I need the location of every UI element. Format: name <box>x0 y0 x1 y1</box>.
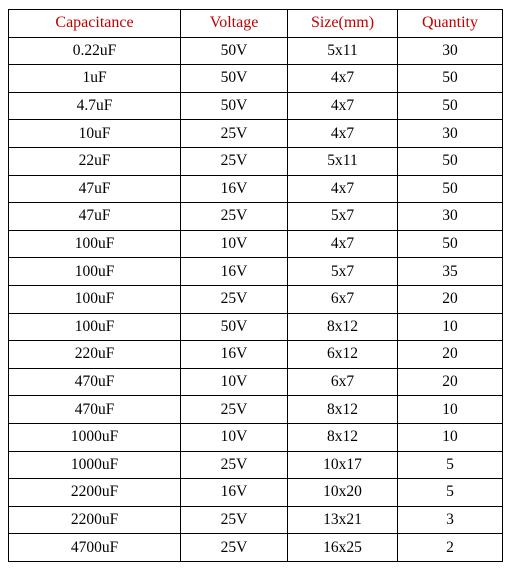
table-row <box>9 285 503 313</box>
capacitance-cell: 100uF <box>9 313 181 341</box>
quantity-cell: 10 <box>398 396 503 424</box>
quantity-cell: 30 <box>398 37 503 65</box>
voltage-cell: 50V <box>181 37 288 65</box>
voltage-cell: 10V <box>181 230 288 258</box>
capacitance-cell: 1uF <box>9 65 181 93</box>
size-cell: 10x17 <box>288 451 398 479</box>
capacitance-cell: 22uF <box>9 147 181 175</box>
capacitance-cell: 1000uF <box>9 423 181 451</box>
size-cell: 4x7 <box>288 92 398 120</box>
quantity-cell: 10 <box>398 423 503 451</box>
table-row <box>9 341 503 369</box>
quantity-cell: 50 <box>398 175 503 203</box>
voltage-cell: 50V <box>181 313 288 341</box>
table-row <box>9 534 503 562</box>
table-row <box>9 92 503 120</box>
table-row <box>9 37 503 65</box>
table-row <box>9 423 503 451</box>
table-body <box>9 37 503 561</box>
quantity-cell: 50 <box>398 230 503 258</box>
voltage-cell: 10V <box>181 423 288 451</box>
size-cell: 5x7 <box>288 203 398 231</box>
size-cell: 6x7 <box>288 368 398 396</box>
size-cell: 4x7 <box>288 120 398 148</box>
capacitance-cell: 4.7uF <box>9 92 181 120</box>
quantity-cell: 50 <box>398 92 503 120</box>
quantity-cell: 30 <box>398 203 503 231</box>
size-cell: 4x7 <box>288 175 398 203</box>
voltage-cell: 16V <box>181 175 288 203</box>
size-cell: 8x12 <box>288 423 398 451</box>
table-row <box>9 65 503 93</box>
voltage-cell: 16V <box>181 258 288 286</box>
capacitance-cell: 2200uF <box>9 479 181 507</box>
size-cell: 8x12 <box>288 313 398 341</box>
capacitor-spec-sheet <box>8 9 502 562</box>
voltage-cell: 25V <box>181 203 288 231</box>
voltage-cell: 25V <box>181 506 288 534</box>
size-cell: 4x7 <box>288 65 398 93</box>
size-cell: 13x21 <box>288 506 398 534</box>
quantity-cell: 50 <box>398 65 503 93</box>
header-voltage: Voltage <box>181 10 288 38</box>
quantity-cell: 3 <box>398 506 503 534</box>
table-row <box>9 313 503 341</box>
table-row <box>9 203 503 231</box>
capacitance-cell: 47uF <box>9 203 181 231</box>
size-cell: 16x25 <box>288 534 398 562</box>
size-cell: 6x12 <box>288 341 398 369</box>
size-cell: 5x11 <box>288 147 398 175</box>
capacitance-cell: 100uF <box>9 258 181 286</box>
header-row <box>9 10 503 38</box>
table-row <box>9 368 503 396</box>
voltage-cell: 25V <box>181 285 288 313</box>
capacitance-cell: 0.22uF <box>9 37 181 65</box>
header-size: Size(mm) <box>288 10 398 38</box>
table-row <box>9 506 503 534</box>
capacitance-cell: 220uF <box>9 341 181 369</box>
quantity-cell: 20 <box>398 341 503 369</box>
voltage-cell: 50V <box>181 65 288 93</box>
voltage-cell: 25V <box>181 147 288 175</box>
quantity-cell: 5 <box>398 451 503 479</box>
table-row <box>9 120 503 148</box>
quantity-cell: 10 <box>398 313 503 341</box>
table-row <box>9 147 503 175</box>
capacitance-cell: 1000uF <box>9 451 181 479</box>
header-quantity: Quantity <box>398 10 503 38</box>
capacitor-table <box>8 9 503 562</box>
quantity-cell: 30 <box>398 120 503 148</box>
size-cell: 6x7 <box>288 285 398 313</box>
voltage-cell: 25V <box>181 120 288 148</box>
quantity-cell: 5 <box>398 479 503 507</box>
size-cell: 8x12 <box>288 396 398 424</box>
table-row <box>9 258 503 286</box>
size-cell: 4x7 <box>288 230 398 258</box>
capacitance-cell: 100uF <box>9 230 181 258</box>
capacitance-cell: 47uF <box>9 175 181 203</box>
quantity-cell: 2 <box>398 534 503 562</box>
voltage-cell: 10V <box>181 368 288 396</box>
quantity-cell: 50 <box>398 147 503 175</box>
capacitance-cell: 10uF <box>9 120 181 148</box>
quantity-cell: 20 <box>398 368 503 396</box>
voltage-cell: 25V <box>181 396 288 424</box>
table-row <box>9 479 503 507</box>
capacitance-cell: 470uF <box>9 396 181 424</box>
table-row <box>9 230 503 258</box>
table-row <box>9 451 503 479</box>
voltage-cell: 25V <box>181 451 288 479</box>
size-cell: 5x11 <box>288 37 398 65</box>
size-cell: 5x7 <box>288 258 398 286</box>
quantity-cell: 35 <box>398 258 503 286</box>
capacitance-cell: 100uF <box>9 285 181 313</box>
voltage-cell: 16V <box>181 341 288 369</box>
voltage-cell: 16V <box>181 479 288 507</box>
capacitance-cell: 4700uF <box>9 534 181 562</box>
capacitance-cell: 470uF <box>9 368 181 396</box>
voltage-cell: 50V <box>181 92 288 120</box>
header-capacitance: Capacitance <box>9 10 181 38</box>
size-cell: 10x20 <box>288 479 398 507</box>
table-row <box>9 175 503 203</box>
table-row <box>9 396 503 424</box>
voltage-cell: 25V <box>181 534 288 562</box>
capacitance-cell: 2200uF <box>9 506 181 534</box>
quantity-cell: 20 <box>398 285 503 313</box>
